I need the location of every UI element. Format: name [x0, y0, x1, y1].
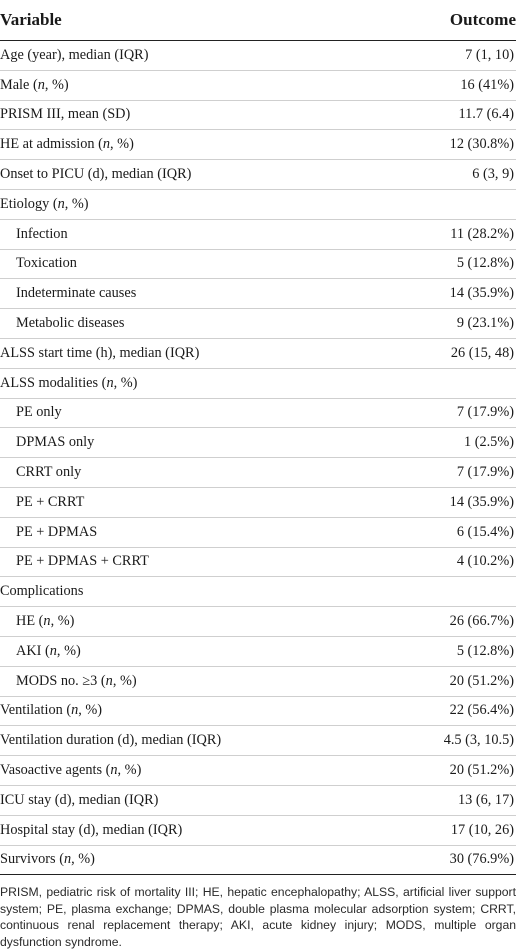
- cell-variable: PE only: [0, 398, 389, 428]
- table-row: [0, 726, 516, 756]
- cell-variable: PE + DPMAS: [0, 517, 389, 547]
- cell-outcome: 16 (41%): [389, 70, 516, 100]
- cell-outcome: 14 (35.9%): [389, 279, 516, 309]
- table-row: [0, 756, 516, 786]
- cell-outcome: 4.5 (3, 10.5): [389, 726, 516, 756]
- table-row: [0, 100, 516, 130]
- cell-outcome: 13 (6, 17): [389, 785, 516, 815]
- cell-variable: Complications: [0, 577, 389, 607]
- table-footnote: PRISM, pediatric risk of mortality III; HE, hepatic encephalopathy; ALSS, artificial liver support system; PE, plasma exchange; DPMAS, double plasma molecular adsorption system; CRRT, continuous renal replacement therapy; AKI, acute kidney injury; MODS, multiple organ dysfunction syndrome.: [0, 885, 516, 949]
- cell-variable: Etiology (n, %): [0, 189, 389, 219]
- table-body: [0, 41, 516, 875]
- cell-variable: Toxication: [0, 249, 389, 279]
- cell-variable: Vasoactive agents (n, %): [0, 756, 389, 786]
- cell-variable: Male (n, %): [0, 70, 389, 100]
- cell-outcome: 22 (56.4%): [389, 696, 516, 726]
- cell-variable: Metabolic diseases: [0, 309, 389, 339]
- cell-outcome: 6 (3, 9): [389, 160, 516, 190]
- cell-outcome: 12 (30.8%): [389, 130, 516, 160]
- table-row: [0, 666, 516, 696]
- table-header-row: [0, 0, 516, 41]
- table-row: [0, 428, 516, 458]
- cell-variable: HE at admission (n, %): [0, 130, 389, 160]
- table-row: [0, 279, 516, 309]
- cell-variable: HE (n, %): [0, 607, 389, 637]
- table-row: [0, 219, 516, 249]
- table-row: [0, 785, 516, 815]
- cell-variable: Onset to PICU (d), median (IQR): [0, 160, 389, 190]
- cell-outcome: 11 (28.2%): [389, 219, 516, 249]
- table-row: [0, 577, 516, 607]
- table-row: [0, 458, 516, 488]
- table-row: [0, 249, 516, 279]
- column-header-variable: Variable: [0, 0, 389, 41]
- table-row: [0, 368, 516, 398]
- cell-outcome: 30 (76.9%): [389, 845, 516, 875]
- cell-variable: ALSS modalities (n, %): [0, 368, 389, 398]
- cell-variable: MODS no. ≥3 (n, %): [0, 666, 389, 696]
- cell-outcome: 7 (1, 10): [389, 41, 516, 71]
- cell-outcome: 7 (17.9%): [389, 398, 516, 428]
- column-header-outcome: Outcome: [389, 0, 516, 41]
- cell-outcome: 9 (23.1%): [389, 309, 516, 339]
- cell-variable: PE + CRRT: [0, 487, 389, 517]
- cell-variable: PRISM III, mean (SD): [0, 100, 389, 130]
- table-row: [0, 130, 516, 160]
- table-row: [0, 845, 516, 875]
- cell-variable: ICU stay (d), median (IQR): [0, 785, 389, 815]
- table-row: [0, 696, 516, 726]
- table-row: [0, 41, 516, 71]
- cell-variable: PE + DPMAS + CRRT: [0, 547, 389, 577]
- cell-outcome: 11.7 (6.4): [389, 100, 516, 130]
- cell-variable: CRRT only: [0, 458, 389, 488]
- cell-outcome: 6 (15.4%): [389, 517, 516, 547]
- cell-variable: Infection: [0, 219, 389, 249]
- cell-outcome: [389, 368, 516, 398]
- cell-outcome: [389, 577, 516, 607]
- cell-outcome: 20 (51.2%): [389, 666, 516, 696]
- table-row: [0, 70, 516, 100]
- table-row: [0, 160, 516, 190]
- cell-variable: Ventilation duration (d), median (IQR): [0, 726, 389, 756]
- cell-variable: Survivors (n, %): [0, 845, 389, 875]
- cell-variable: Hospital stay (d), median (IQR): [0, 815, 389, 845]
- cell-outcome: [389, 189, 516, 219]
- table-row: [0, 338, 516, 368]
- table-row: [0, 547, 516, 577]
- cell-variable: Indeterminate causes: [0, 279, 389, 309]
- cell-outcome: 26 (66.7%): [389, 607, 516, 637]
- cell-variable: AKI (n, %): [0, 636, 389, 666]
- table-row: [0, 815, 516, 845]
- table-row: [0, 517, 516, 547]
- table-row: [0, 398, 516, 428]
- cell-variable: ALSS start time (h), median (IQR): [0, 338, 389, 368]
- table-row: [0, 189, 516, 219]
- cell-outcome: 14 (35.9%): [389, 487, 516, 517]
- cell-variable: Age (year), median (IQR): [0, 41, 389, 71]
- table-row: [0, 636, 516, 666]
- cell-outcome: 17 (10, 26): [389, 815, 516, 845]
- cell-outcome: 4 (10.2%): [389, 547, 516, 577]
- cell-outcome: 20 (51.2%): [389, 756, 516, 786]
- table-row: [0, 607, 516, 637]
- cell-outcome: 7 (17.9%): [389, 458, 516, 488]
- table-row: [0, 309, 516, 339]
- cell-variable: DPMAS only: [0, 428, 389, 458]
- cell-outcome: 5 (12.8%): [389, 249, 516, 279]
- cell-outcome: 1 (2.5%): [389, 428, 516, 458]
- table-row: [0, 487, 516, 517]
- cell-outcome: 26 (15, 48): [389, 338, 516, 368]
- cell-outcome: 5 (12.8%): [389, 636, 516, 666]
- cell-variable: Ventilation (n, %): [0, 696, 389, 726]
